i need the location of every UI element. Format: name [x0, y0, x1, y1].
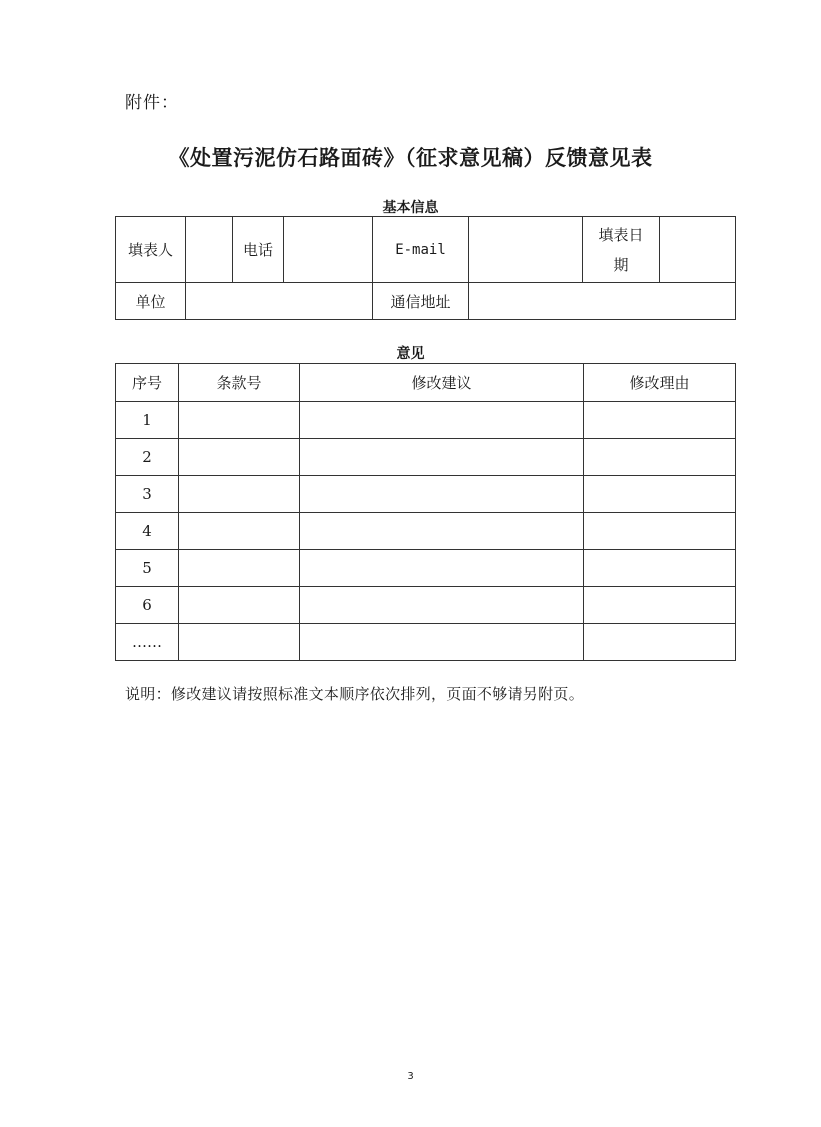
reason-cell[interactable] [584, 513, 736, 550]
reason-cell[interactable] [584, 550, 736, 587]
reason-cell[interactable] [584, 402, 736, 439]
basic-info-heading: 基本信息 [382, 200, 439, 216]
table-row [116, 439, 736, 476]
reason-cell[interactable] [584, 439, 736, 476]
instructions-note: 说明：修改建议请按照标准文本顺序依次排列，页面不够请另附页。 [125, 685, 585, 703]
date-label-line2: 期 [613, 255, 629, 274]
row-seq: 5 [116, 550, 179, 587]
suggestion-cell[interactable] [300, 439, 584, 476]
filler-label: 填表人 [116, 217, 186, 283]
clause-cell[interactable] [179, 587, 300, 624]
opinions-heading: 意见 [396, 346, 425, 362]
suggestion-cell[interactable] [300, 402, 584, 439]
reason-cell[interactable] [584, 476, 736, 513]
clause-cell[interactable] [179, 513, 300, 550]
page-number: 3 [407, 1071, 414, 1082]
row-seq: 6 [116, 587, 179, 624]
date-field[interactable] [660, 217, 736, 283]
reason-cell[interactable] [584, 624, 736, 661]
row-seq: 4 [116, 513, 179, 550]
date-label [583, 217, 660, 283]
address-field[interactable] [469, 283, 736, 320]
attachment-label: 附件： [125, 93, 179, 113]
row-seq: 2 [116, 439, 179, 476]
suggestion-cell[interactable] [300, 476, 584, 513]
email-field[interactable] [469, 217, 583, 283]
opinions-table [115, 363, 736, 661]
address-label: 通信地址 [373, 283, 469, 320]
basic-info-table [115, 216, 736, 320]
table-row [116, 402, 736, 439]
row-seq: …… [116, 624, 179, 661]
phone-field[interactable] [284, 217, 373, 283]
column-header-suggestion: 修改建议 [300, 364, 584, 402]
suggestion-cell[interactable] [300, 550, 584, 587]
table-row [116, 624, 736, 661]
column-header-seq: 序号 [116, 364, 179, 402]
suggestion-cell[interactable] [300, 513, 584, 550]
row-seq: 3 [116, 476, 179, 513]
reason-cell[interactable] [584, 587, 736, 624]
date-label-line1: 填表日 [598, 225, 644, 244]
clause-cell[interactable] [179, 402, 300, 439]
clause-cell[interactable] [179, 439, 300, 476]
row-seq: 1 [116, 402, 179, 439]
column-header-clause: 条款号 [179, 364, 300, 402]
document-title: 《处置污泥仿石路面砖》（征求意见稿）反馈意见表 [168, 146, 653, 170]
table-row [116, 550, 736, 587]
phone-label: 电话 [233, 217, 284, 283]
table-row [116, 513, 736, 550]
unit-label: 单位 [116, 283, 186, 320]
suggestion-cell[interactable] [300, 624, 584, 661]
suggestion-cell[interactable] [300, 587, 584, 624]
filler-field[interactable] [186, 217, 233, 283]
clause-cell[interactable] [179, 624, 300, 661]
email-label: E-mail [373, 217, 469, 283]
unit-field[interactable] [186, 283, 373, 320]
table-row [116, 476, 736, 513]
clause-cell[interactable] [179, 550, 300, 587]
table-row [116, 587, 736, 624]
column-header-reason: 修改理由 [584, 364, 736, 402]
clause-cell[interactable] [179, 476, 300, 513]
opinions-header-row [116, 364, 736, 402]
